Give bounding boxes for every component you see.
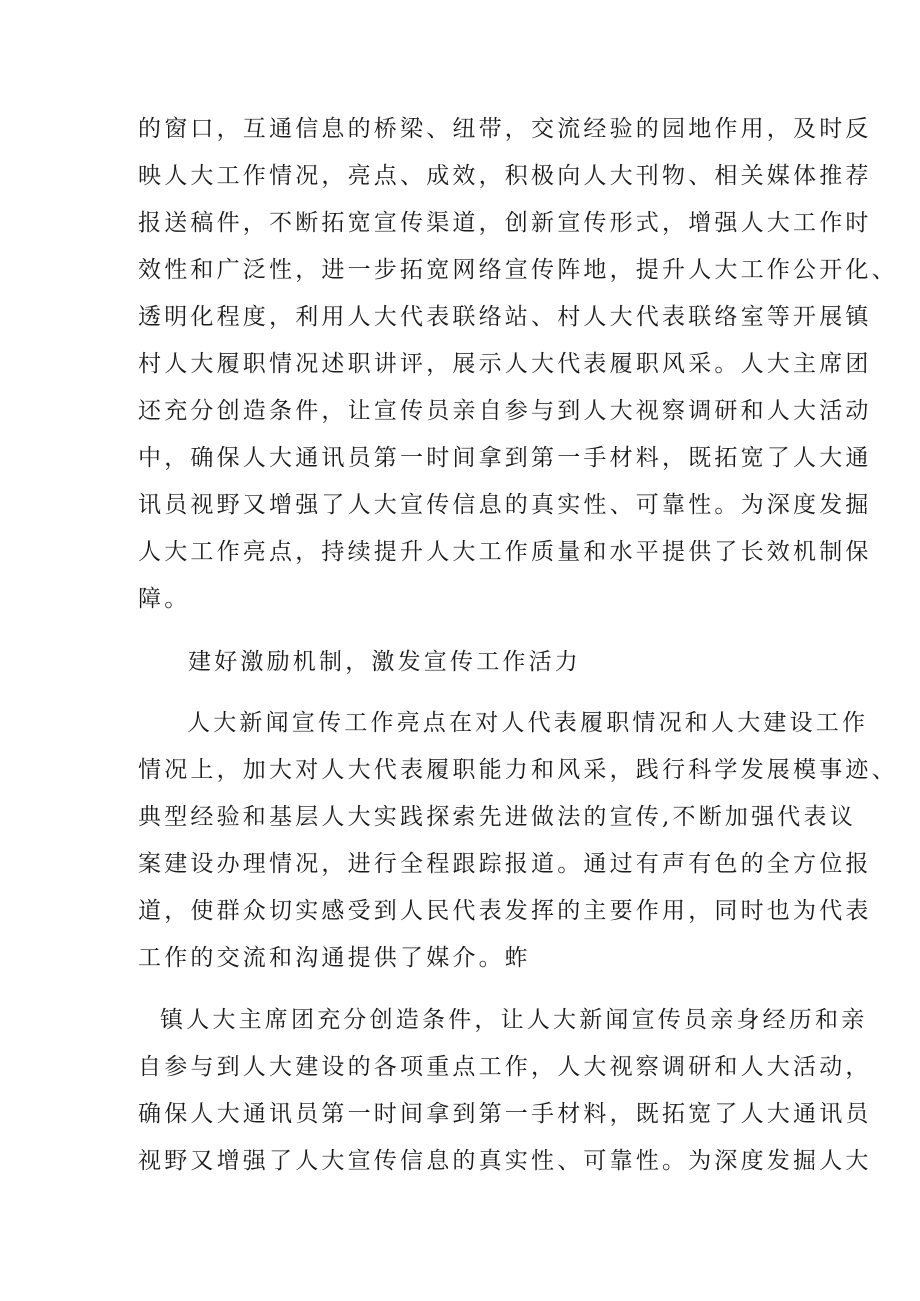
paragraph-line: 视野又增强了人大宣传信息的真实性、可靠性。为深度发掘人大 [138,1148,872,1174]
paragraph-line: 效性和广泛性，进一步拓宽网络宣传阵地，提升人大工作公开化、 [138,257,898,283]
paragraph-line: 情况上，加大对人大代表履职能力和风采，践行科学发展模事迹、 [138,757,898,783]
paragraph-line: 还充分创造条件，让宣传员亲自参与到人大视察调研和人大活动 [138,398,872,424]
paragraph-line: 案建设办理情况，进行全程跟踪报道。通过有声有色的全方位报 [138,851,872,877]
paragraph-line: 障。 [138,586,191,612]
paragraph-line: 工作的交流和沟通提供了媒介。蚱 [138,945,531,971]
paragraph-line: 典型经验和基层人大实践探索先进做法的宣传,不断加强代表议 [138,804,856,830]
section-heading: 建好激励机制，激发宣传工作活力 [188,649,581,675]
paragraph-line: 村人大履职情况述职讲评，展示人大代表履职风采。人大主席团 [138,351,872,377]
paragraph-line: 中，确保人大通讯员第一时间拿到第一手材料，既拓宽了人大通 [138,445,872,471]
paragraph-line: 镇人大主席团充分创造条件，让人大新闻宣传员亲身经历和亲 [160,1007,868,1033]
paragraph-line: 讯员视野又增强了人大宣传信息的真实性、可靠性。为深度发掘 [138,492,872,518]
paragraph-line: 报送稿件，不断拓宽宣传渠道，创新宣传形式，增强人大工作时 [138,210,872,236]
paragraph-line: 映人大工作情况，亮点、成效，积极向人大刊物、相关媒体推荐 [138,163,872,189]
paragraph-line: 人大工作亮点，持续提升人大工作质量和水平提供了长效机制保 [138,539,872,565]
paragraph-line: 人大新闻宣传工作亮点在对人代表履职情况和人大建设工作 [187,710,869,736]
paragraph-line: 的窗口，互通信息的桥梁、纽带，交流经验的园地作用，及时反 [138,116,872,142]
paragraph-line: 确保人大通讯员第一时间拿到第一手材料，既拓宽了人大通讯员 [138,1101,872,1127]
paragraph-line: 透明化程度，利用人大代表联络站、村人大代表联络室等开展镇 [138,304,872,330]
paragraph-line: 道，使群众切实感受到人民代表发挥的主要作用，同时也为代表 [138,898,872,924]
paragraph-line: 自参与到人大建设的各项重点工作，人大视察调研和人大活动， [138,1054,872,1080]
